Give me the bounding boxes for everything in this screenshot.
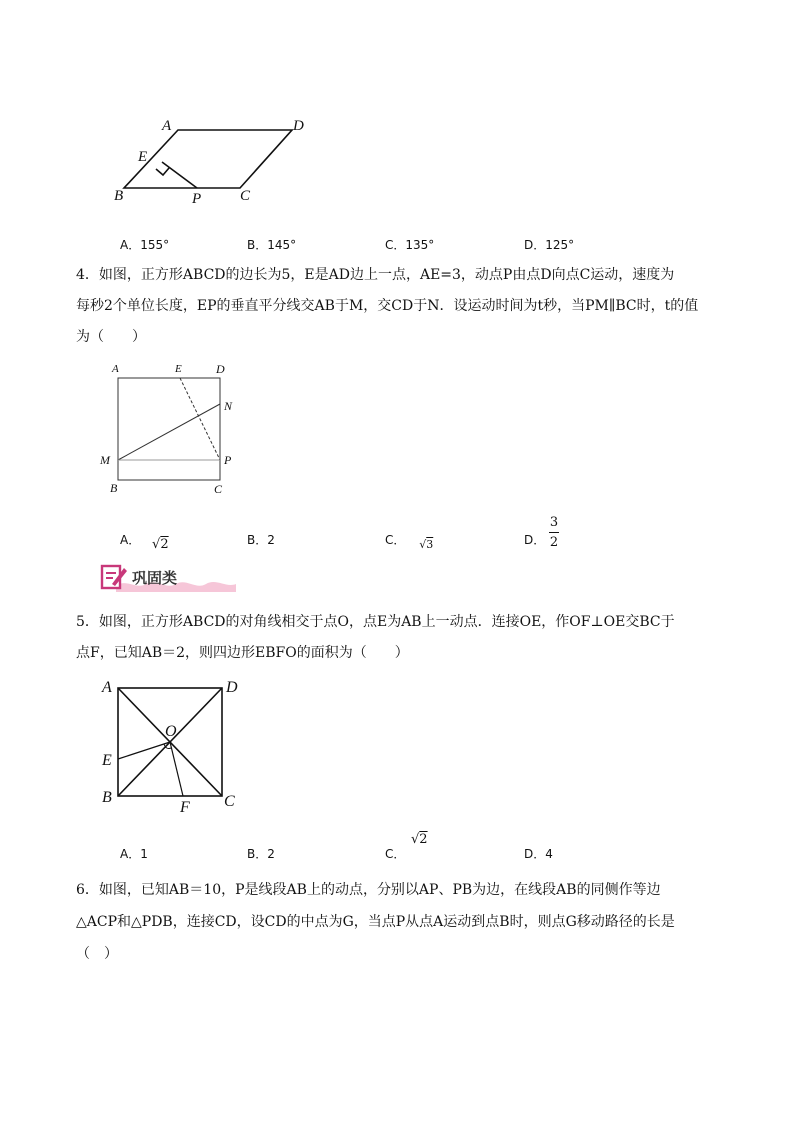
q5-option-c-sqrt: √2	[411, 832, 428, 847]
q4-segment-mn	[118, 404, 220, 460]
q3-label-e: E	[138, 149, 148, 165]
q4-text-line-1: 4．如图，正方形ABCD的边长为5，E是AD边上一点，AE=3，动点P由点D向点C运动，速度为	[76, 267, 675, 283]
q4-option-a	[120, 531, 169, 552]
q3-right-angle-mark	[156, 168, 169, 175]
q4-option-a-sqrt: √2	[152, 537, 169, 552]
q3-option-b: B．145°	[247, 238, 297, 252]
q5-label-e: E	[102, 752, 112, 769]
q3-option-c: C．135°	[385, 238, 435, 252]
q4-text-line-2: 每秒2个单位长度，EP的垂直平分线交AB于M，交CD于N．设运动时间为t秒，当PM∥BC时，t的值	[76, 298, 699, 314]
q4-option-b: B．2	[247, 533, 275, 547]
q5-text-line-1: 5．如图，正方形ABCD的对角线相交于点O，点E为AB上一动点．连接OE，作OF⊥OE交BC于	[76, 614, 675, 630]
q4-option-d-fraction	[549, 515, 559, 550]
q4-option-a-prefix: A．	[120, 533, 141, 547]
q5-segment-of	[170, 742, 183, 796]
q5-label-f: F	[180, 799, 190, 816]
q4-figure	[98, 360, 248, 500]
q5-option-d: D．4	[524, 847, 553, 861]
q4-label-a: A	[112, 363, 119, 375]
q5-option-c-radicand: 2	[419, 832, 428, 847]
q4-label-m: M	[100, 453, 110, 467]
q3-label-d: D	[293, 118, 304, 134]
q6-text-line-1: 6．如图，已知AB＝10，P是线段AB上的动点，分别以AP、PB为边，在线段AB的同侧作等边	[76, 882, 661, 898]
q3-label-b: B	[114, 188, 124, 204]
q4-option-c-sqrt: √3	[419, 538, 434, 551]
section-title: 巩固类	[132, 569, 178, 587]
q4-option-d-denominator: 2	[549, 535, 559, 550]
q5-figure	[96, 676, 256, 816]
q4-label-d: D	[216, 362, 225, 376]
q5-label-o: O	[165, 723, 177, 740]
q6-text-line-2: △ACP和△PDB，连接CD，设CD的中点为G，当点P从点A运动到点B时，则点G移动路径的长是	[76, 914, 675, 930]
q5-text-line-2: 点F，已知AB＝2，则四边形EBFO的面积为（ ）	[76, 645, 409, 661]
q4-label-p: P	[224, 453, 232, 467]
q4-option-d-numerator: 3	[549, 515, 559, 530]
q4-segment-ep	[180, 378, 220, 460]
q4-option-d	[524, 531, 545, 548]
q3-label-p: P	[192, 191, 202, 207]
q6-text-line-3: （ ）	[76, 946, 118, 962]
q5-label-a: A	[102, 679, 112, 696]
q3-option-a: A．155°	[120, 238, 170, 252]
pencil-note-icon	[100, 564, 128, 590]
q5-option-b: B．2	[247, 847, 275, 861]
q4-option-c-prefix: C．	[385, 533, 406, 547]
q4-option-c-radicand: 3	[426, 538, 434, 551]
q5-option-a: A．1	[120, 847, 148, 861]
q4-label-e: E	[175, 363, 182, 375]
q4-option-a-radicand: 2	[160, 537, 169, 552]
q5-label-c: C	[224, 793, 235, 810]
q3-label-a: A	[162, 118, 172, 134]
q3-option-d: D．125°	[524, 238, 575, 252]
q4-label-b: B	[110, 481, 118, 495]
q4-text-line-3: 为（ ）	[76, 329, 146, 345]
q3-parallelogram	[124, 130, 292, 188]
q5-label-d: D	[226, 679, 238, 696]
q5-label-b: B	[102, 789, 112, 806]
q3-label-c: C	[240, 188, 251, 204]
q4-label-n: N	[224, 399, 233, 413]
q3-parallelogram-outline	[124, 130, 292, 188]
q3-segment-ep	[162, 162, 197, 188]
q4-option-d-prefix: D．	[524, 533, 546, 547]
q4-option-c	[385, 531, 434, 551]
q4-label-c: C	[214, 482, 223, 496]
q5-option-c: C．	[385, 847, 406, 861]
q3-figure	[100, 110, 340, 220]
